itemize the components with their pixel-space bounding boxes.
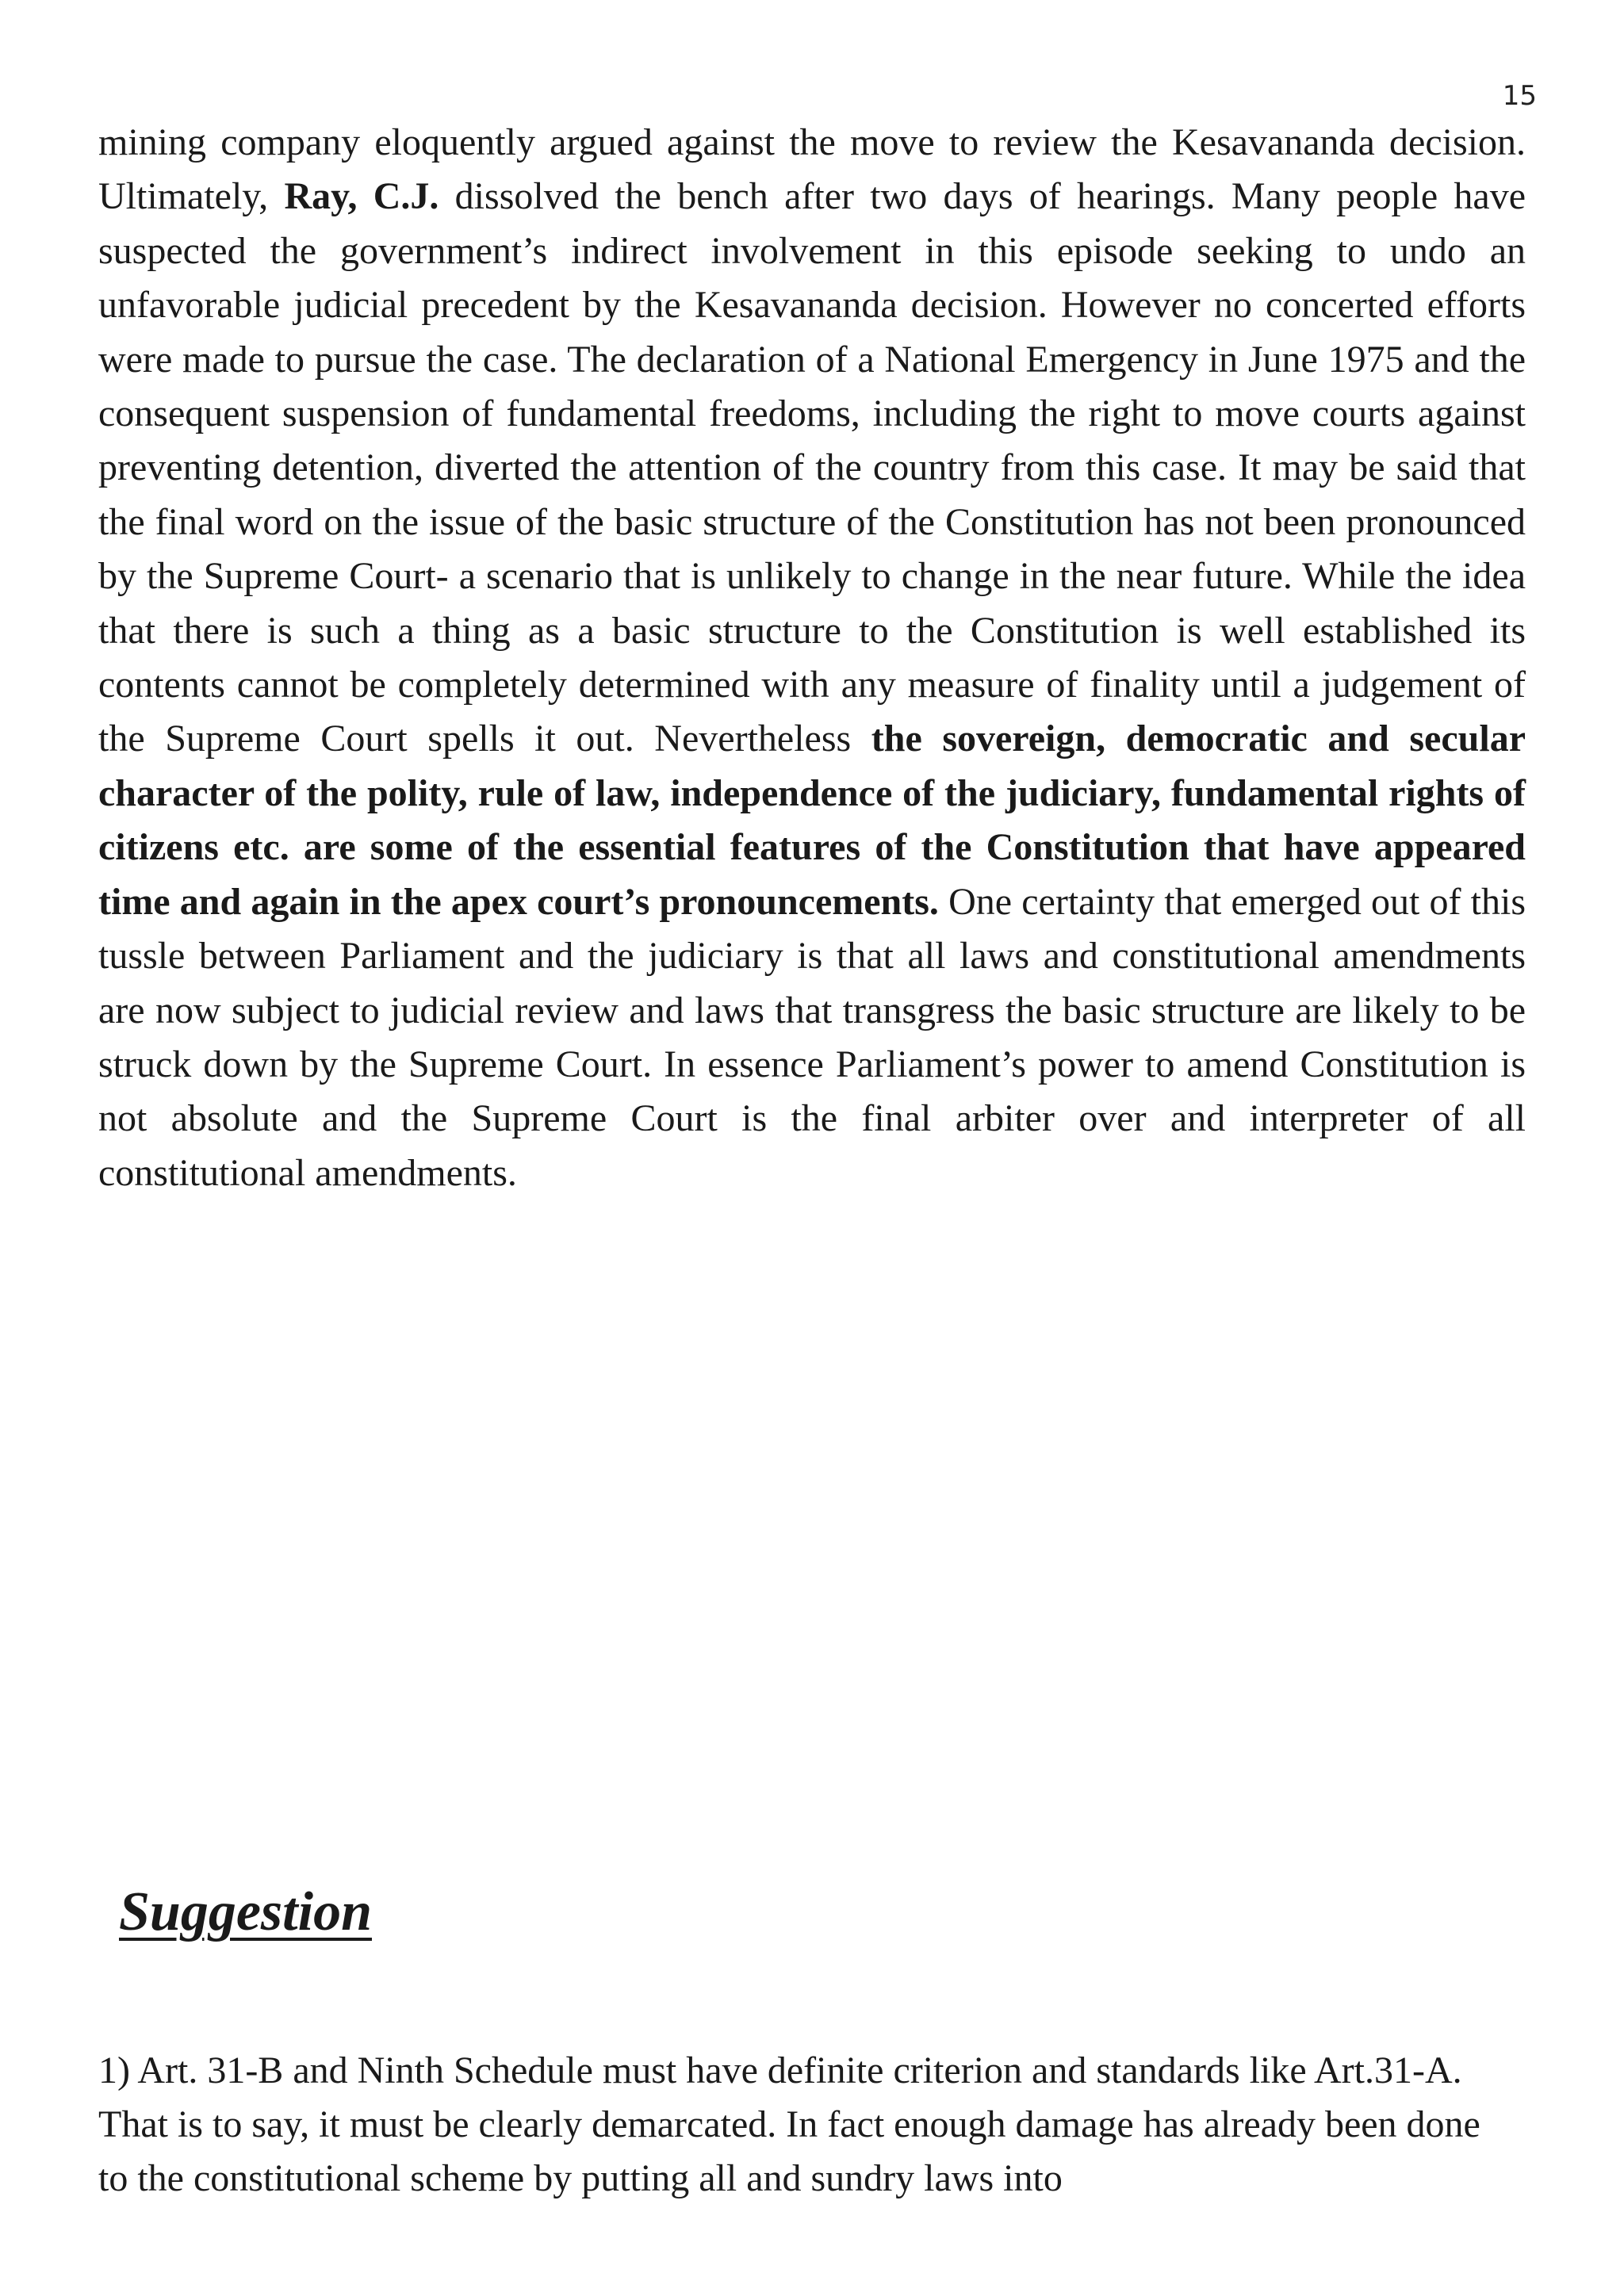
bold-justice-name: Ray, C.J. xyxy=(284,175,439,218)
main-paragraph xyxy=(98,116,1526,1200)
paragraph-text-3: One certainty that emerged out of this tussle between Parliament and the judiciary is that all laws and constitutional amendments are now subject to judicial review and laws that transgress the basic structure are likely to be struck down by the Supreme Court. In essence Parliament’s power to amend Constitution is not absolute and the Supreme Court is the final arbiter over and interpreter of all constitutional amendments. xyxy=(98,880,1526,1194)
bold-essential-features: the sovereign, democratic and secular character of the polity, rule of law, independence of the judiciary, fundamental rights of citizens etc. are some of the essential features of the Constitution that have appeared time and again in the apex court’s pronouncements. xyxy=(98,718,1526,923)
page-number: 15 xyxy=(1502,80,1537,112)
paragraph-text-2: dissolved the bench after two days of hearings. Many people have suspected the government’s indirect involvement in this episode seeking to undo an unfavorable judicial precedent by the Kesavananda decision. However no concerted efforts were made to pursue the case. The declaration of a National Emergency in June 1975 and the consequent suspension of fundamental freedoms, including the right to move courts against preventing detention, diverted the attention of the country from this case. It may be said that the final word on the issue of the basic structure of the Constitution has not been pronounced by the Supreme Court- a scenario that is unlikely to change in the near future. While the idea that there is such a thing as a basic structure to the Constitution is well established its contents cannot be completely determined with any measure of finality until a judgement of the Supreme Court spells it out. Nevertheless xyxy=(98,175,1526,760)
paragraph-text-1: mining company eloquently argued against the move to review the Kesavananda decision. Ultimately, xyxy=(98,121,1526,218)
suggestion-heading: Suggestion xyxy=(119,1881,372,1942)
suggestion-item-1: 1) Art. 31-B and Ninth Schedule must have definite criterion and standards like Art.31-A. That is to say, it must be clearly demarcated. In fact enough damage has already been done to the constitutional scheme by putting all and sundry laws into xyxy=(98,2049,1480,2199)
